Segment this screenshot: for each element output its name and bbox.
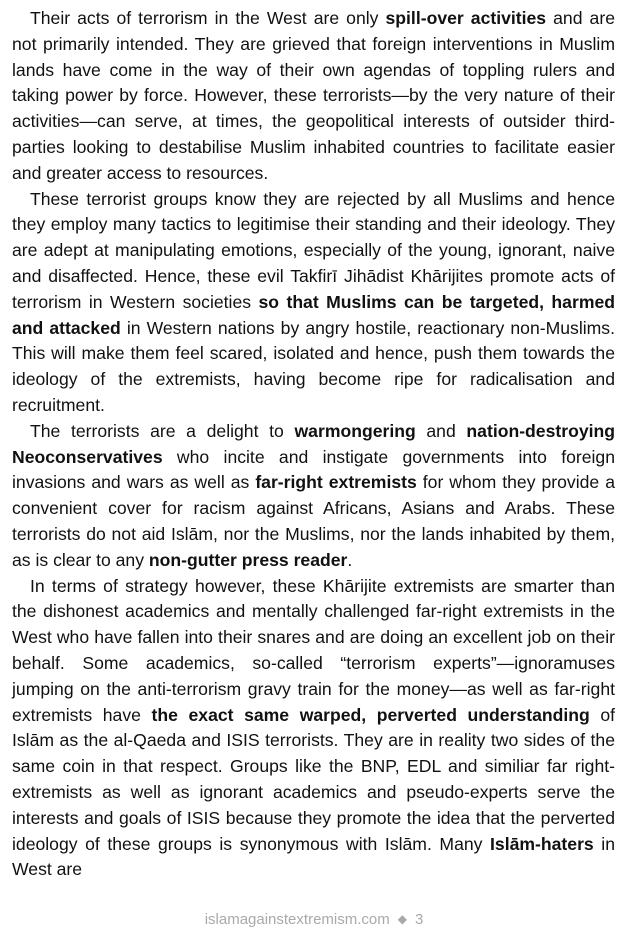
text-run: and are not primarily intended. They are grieved that foreign interventions in Muslim lands have come in the way of their own agendas of toppling rulers and taking power by force. However, these terrorists—by the very nature of their activities—can serve, at times, the geopolitical interests of outsider third-parties looking to destabilise Muslim inhabited countries to facilitate easier and greater access to resources.: [12, 8, 615, 183]
text-run: and: [415, 420, 467, 441]
bold-text: non-gutter press reader: [148, 549, 348, 570]
bold-text: far-right extremists: [255, 472, 417, 493]
bold-text: Islām-haters: [490, 833, 594, 854]
diamond-separator-icon: ◆: [397, 912, 407, 926]
text-run: Their acts of terrorism in the West are only: [30, 8, 386, 28]
text-run: in Western nations by angry hostile, reactionary non-Muslims. This will make them feel scared, isolated and hence, push them towards the ideology of the extremists, having become ripe for radicalisation and recruitment.: [12, 317, 615, 415]
page-footer: [0, 911, 628, 928]
text-run: The terrorists are a delight to: [30, 420, 295, 441]
text-run: for whom they provide a convenient cover for racism against Africans, Asians and Arabs. These terrorists do not aid Islām, nor the Muslims, nor the lands inhabited by them, as is clear to any: [12, 472, 615, 570]
text-run: In terms of strategy however, these Khārijite extremists are smarter than the dishonest academics and mentally challenged far-right extremists in the West who have fallen into their snares and are doing an excellent job on their behalf. Some academics, so-called “terrorism experts”—ignoramuses jumping on the anti-terrorism gravy train for the money—as well as far-right extremists have: [12, 575, 615, 725]
bold-text: spill-over activities: [385, 8, 547, 28]
footer-site: islamagainstextremism.com: [204, 911, 390, 928]
text-run: of Islām as the al-Qaeda and ISIS terrorists. They are in reality two sides of the same coin in that respect. Groups like the BNP, EDL and similiar far right-extremists as well as ignorant academics and pseudo-experts serve the interests and goals of ISIS because they promote the idea that the perverted ideology of these groups is synonymous with Islām. Many: [12, 704, 616, 854]
page-number: 3: [414, 911, 424, 928]
paragraph-4: [12, 574, 615, 884]
bold-text: nation-destroying Neoconservatives: [12, 420, 615, 467]
bold-text: the exact same warped, perverted understanding: [151, 704, 590, 725]
paragraph-2: [12, 187, 615, 419]
text-run: who incite and instigate governments into foreign invasions and wars as well as: [12, 446, 615, 493]
text-run: These terrorist groups know they are rejected by all Muslims and hence they employ many tactics to legitimise their standing and their ideology. They are adept at manipulating emotions, especially of the young, ignorant, naive and disaffected. Hence, these evil Takfirī Jihādist Khārijites promote acts of terrorism in Western societies: [12, 188, 615, 312]
paragraph-3: [12, 419, 615, 574]
bold-text: so that Muslims can be targeted, harmed and attacked: [12, 291, 615, 338]
text-run: in West are: [12, 833, 615, 880]
paragraph-1: [12, 6, 615, 187]
page-body: [12, 6, 615, 883]
bold-text: warmongering: [294, 420, 416, 441]
text-run: .: [347, 549, 353, 570]
